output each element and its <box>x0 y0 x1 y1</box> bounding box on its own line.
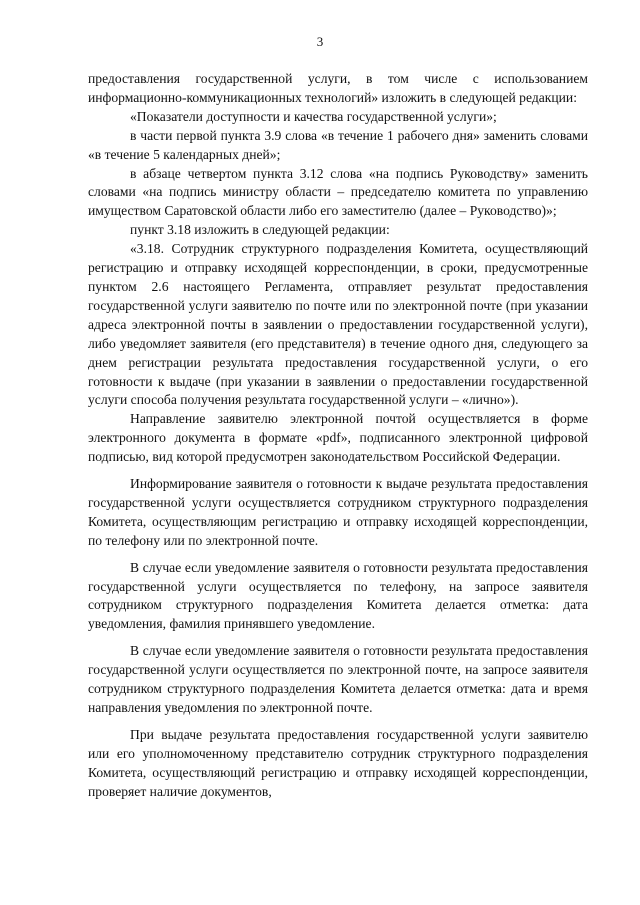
paragraph-point-3-9: в части первой пункта 3.9 слова «в течение 1 рабочего дня» заменить словами «в течение 5 календарных дней»; <box>88 127 588 162</box>
paragraph-email-delivery: Направление заявителю электронной почтой осуществляется в форме электронного документа в формате «pdf», подписанного электронной цифровой подписью, вид которой предусмотрен законодательством Российской Федерации. <box>88 411 588 465</box>
paragraph-continuation: предоставления государственной услуги, в том числе с использованием информационно-коммуникационных технологий» изложить в следующей редакции: <box>88 71 588 105</box>
paragraph-phone-notice: В случае если уведомление заявителя о готовности результата предоставления государственной услуги осуществляется по телефону, на запросе заявителя сотрудником структурного подразделения Комитета делается отметка: дата уведомления, фамилия принявшего уведомление. <box>88 559 588 632</box>
paragraph-point-3-18-text: «3.18. Сотрудник структурного подразделения Комитета, осуществляющий регистрацию и отправку исходящей корреспонденции, в сроки, предусмотренные пунктом 2.6 настоящего Регламента, отправляет результат предоставления государственной услуги заявителю по почте или по электронной почте (при указании адреса электронной почты в заявлении о предоставлении государственной услуги), либо уведомляет заявителя (его представителя) в течение одного дня, следующего за днем регистрации результата предоставления государственной услуги, о его готовности к выдаче (при указании в заявлении о предоставлении государственной услуги способа получения результата государственной услуги – «лично»). <box>88 241 588 408</box>
page-number: 3 <box>316 34 324 49</box>
paragraph-issuance: При выдаче результата предоставления государственной услуги заявителю или его уполномоченному представителю сотрудник структурного подразделения Комитета, осуществляющий регистрацию и отправку исходящей корреспонденции, проверяет наличие документов, <box>88 726 588 799</box>
paragraph-informing: Информирование заявителя о готовности к выдаче результата предоставления государственной услуги осуществляется сотрудником структурного подразделения Комитета, осуществляющим регистрацию и отправку исходящей корреспонденции, по телефону или по электронной почте. <box>88 476 588 548</box>
paragraph-email-notice: В случае если уведомление заявителя о готовности результата предоставления государственной услуги осуществляется по электронной почте, на запросе заявителя сотрудником структурного подразделения Комитета делается отметка: дата и время направления уведомления по электронной почте. <box>88 643 588 715</box>
document-body <box>88 70 588 802</box>
paragraph-new-heading: «Показатели доступности и качества государственной услуги»; <box>130 108 497 124</box>
paragraph-point-3-12: в абзаце четвертом пункта 3.12 слова «на подпись Руководству» заменить словами «на подпись министру области – председателю комитета по управлению имуществом Саратовской области либо его заместителю (далее – Руководство)»; <box>88 165 588 219</box>
paragraph-point-3-18-intro: пункт 3.18 изложить в следующей редакции: <box>130 222 390 238</box>
